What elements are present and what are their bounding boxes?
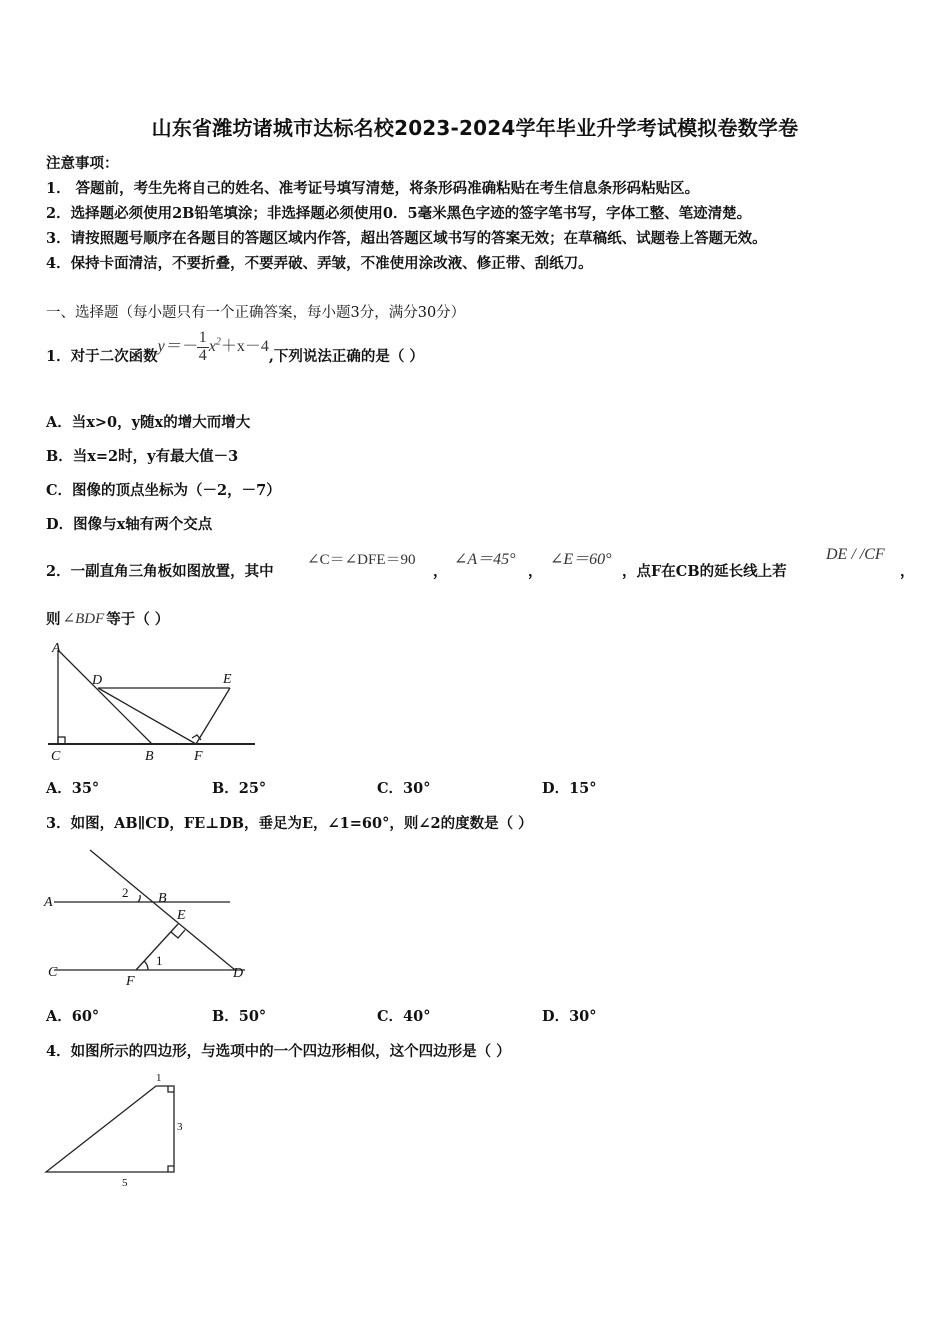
q1-formula-lhs: y＝－ bbox=[157, 337, 197, 355]
q2-end: ， bbox=[900, 563, 915, 580]
q2-cond2: ∠A＝45° bbox=[454, 551, 516, 568]
q1-option: B．当x=2时，y有最大值－3 bbox=[46, 448, 239, 465]
q3-label-f: F bbox=[126, 974, 135, 989]
q2-sep1: ， bbox=[433, 563, 448, 580]
q2-ask: ∠BDF bbox=[62, 611, 105, 627]
q3-option-b: B．50° bbox=[212, 1008, 267, 1025]
q1-option: A．当x>0，y随x的增大而增大 bbox=[46, 414, 251, 431]
q2-sep2: ， bbox=[528, 563, 543, 580]
q2-option-d: D．15° bbox=[542, 780, 597, 797]
q2-line2 bbox=[46, 608, 169, 629]
q2-line-ef bbox=[196, 688, 230, 744]
q2-cond1: ∠C＝∠DFE＝90 bbox=[307, 552, 416, 568]
q3-option-c: C．40° bbox=[377, 1008, 431, 1025]
q3-label-angle-2: 2 bbox=[122, 885, 129, 900]
q2-line-df bbox=[98, 688, 196, 744]
q2-mid: ，点F在CB的延长线上若 bbox=[622, 563, 787, 580]
q4-label-top: 1 bbox=[156, 1072, 162, 1084]
q2-label-d: D bbox=[92, 673, 103, 688]
q3-figure bbox=[40, 840, 270, 990]
notice-heading: 注意事项： bbox=[46, 155, 119, 172]
q4-figure bbox=[40, 1066, 200, 1196]
notice-item: 4．保持卡面清洁，不要折叠，不要弄破、弄皱，不准使用涂改液、修正带、刮纸刀。 bbox=[46, 255, 593, 272]
q2-label-a: A bbox=[52, 641, 61, 656]
q2-label-f: F bbox=[194, 749, 203, 764]
q3-angle-arc-2 bbox=[138, 895, 140, 902]
q2-cond3: ∠E＝60° bbox=[550, 551, 612, 568]
q3-label-b: B bbox=[158, 891, 167, 906]
q2-line2-prefix: 则 bbox=[46, 611, 61, 628]
q2-right-angle-f bbox=[192, 735, 201, 740]
q2-label-b: B bbox=[145, 749, 154, 764]
q1-frac-denominator: 4 bbox=[198, 346, 207, 364]
q1-option: C．图像的顶点坐标为（－2，－7） bbox=[46, 482, 281, 499]
q1-formula-var: x bbox=[208, 337, 216, 355]
q4-right-angle-bottom bbox=[168, 1166, 174, 1172]
q4-right-angle-top bbox=[168, 1086, 174, 1092]
q2-label-c: C bbox=[51, 749, 61, 764]
q1-formula-exp: 2 bbox=[215, 336, 221, 348]
q3-right-angle-e bbox=[171, 930, 185, 938]
q4-label-right: 3 bbox=[177, 1121, 183, 1133]
notice-item: 2．选择题必须使用2B铅笔填涂；非选择题必须使用0．5毫米黑色字迹的签字笔书写，字体工整、笔迹清楚。 bbox=[46, 205, 752, 222]
q2-prefix: 2．一副直角三角板如图放置，其中 bbox=[46, 563, 274, 580]
q1-frac-numerator: 1 bbox=[198, 328, 207, 346]
q2-option-b: B．25° bbox=[212, 780, 267, 797]
q3-angle-arc-1 bbox=[144, 961, 148, 970]
q3-option-d: D．30° bbox=[542, 1008, 597, 1025]
q2-figure bbox=[40, 636, 270, 766]
q2-line-ab bbox=[58, 650, 152, 744]
q3-label-angle-1: 1 bbox=[156, 953, 163, 968]
q4-text: 4．如图所示的四边形，与选项中的一个四边形相似，这个四边形是（ ） bbox=[46, 1043, 511, 1060]
q1-prefix: 1．对于二次函数 bbox=[46, 347, 158, 365]
q3-line-db bbox=[90, 850, 235, 970]
q3-label-d: D bbox=[233, 966, 244, 981]
section-heading: 一、选择题（每小题只有一个正确答案，每小题3分，满分30分） bbox=[46, 305, 466, 321]
q3-text: 3．如图，AB∥CD，FE⊥DB，垂足为E，∠1=60°，则∠2的度数是（ ） bbox=[46, 815, 533, 832]
q3-label-a: A bbox=[44, 895, 53, 910]
q3-label-e: E bbox=[177, 908, 186, 923]
q1-fraction bbox=[197, 330, 209, 365]
q2-option-a: A．35° bbox=[46, 780, 100, 797]
q3-label-c: C bbox=[48, 965, 58, 980]
q2-option-c: C．30° bbox=[377, 780, 431, 797]
page-title: 山东省潍坊诸城市达标名校2023-2024学年毕业升学考试模拟卷数学卷 bbox=[151, 116, 799, 140]
notice-item: 1． 答题前，考生先将自己的姓名、准考证号填写清楚，将条形码准确粘贴在考生信息条形码粘贴区。 bbox=[46, 180, 700, 197]
q1-suffix: ,下列说法正确的是（ ） bbox=[268, 347, 424, 365]
q2-line2-suffix: 等于（ ） bbox=[106, 611, 170, 628]
q2-right-angle-c bbox=[58, 737, 65, 744]
q1-option: D．图像与x轴有两个交点 bbox=[46, 516, 213, 533]
q2-label-e: E bbox=[223, 672, 232, 687]
notice-item: 3．请按照题号顺序在各题目的答题区域内作答，超出答题区域书写的答案无效；在草稿纸、试题卷上答题无效。 bbox=[46, 230, 767, 247]
q4-quadrilateral bbox=[46, 1086, 174, 1172]
q4-label-bottom: 5 bbox=[122, 1177, 128, 1189]
q1-formula bbox=[158, 330, 269, 365]
q2-cond4: DE / /CF bbox=[826, 546, 885, 563]
q1-formula-rest: ＋x－4 bbox=[220, 337, 269, 355]
question-1 bbox=[46, 328, 424, 377]
q3-option-a: A．60° bbox=[46, 1008, 100, 1025]
